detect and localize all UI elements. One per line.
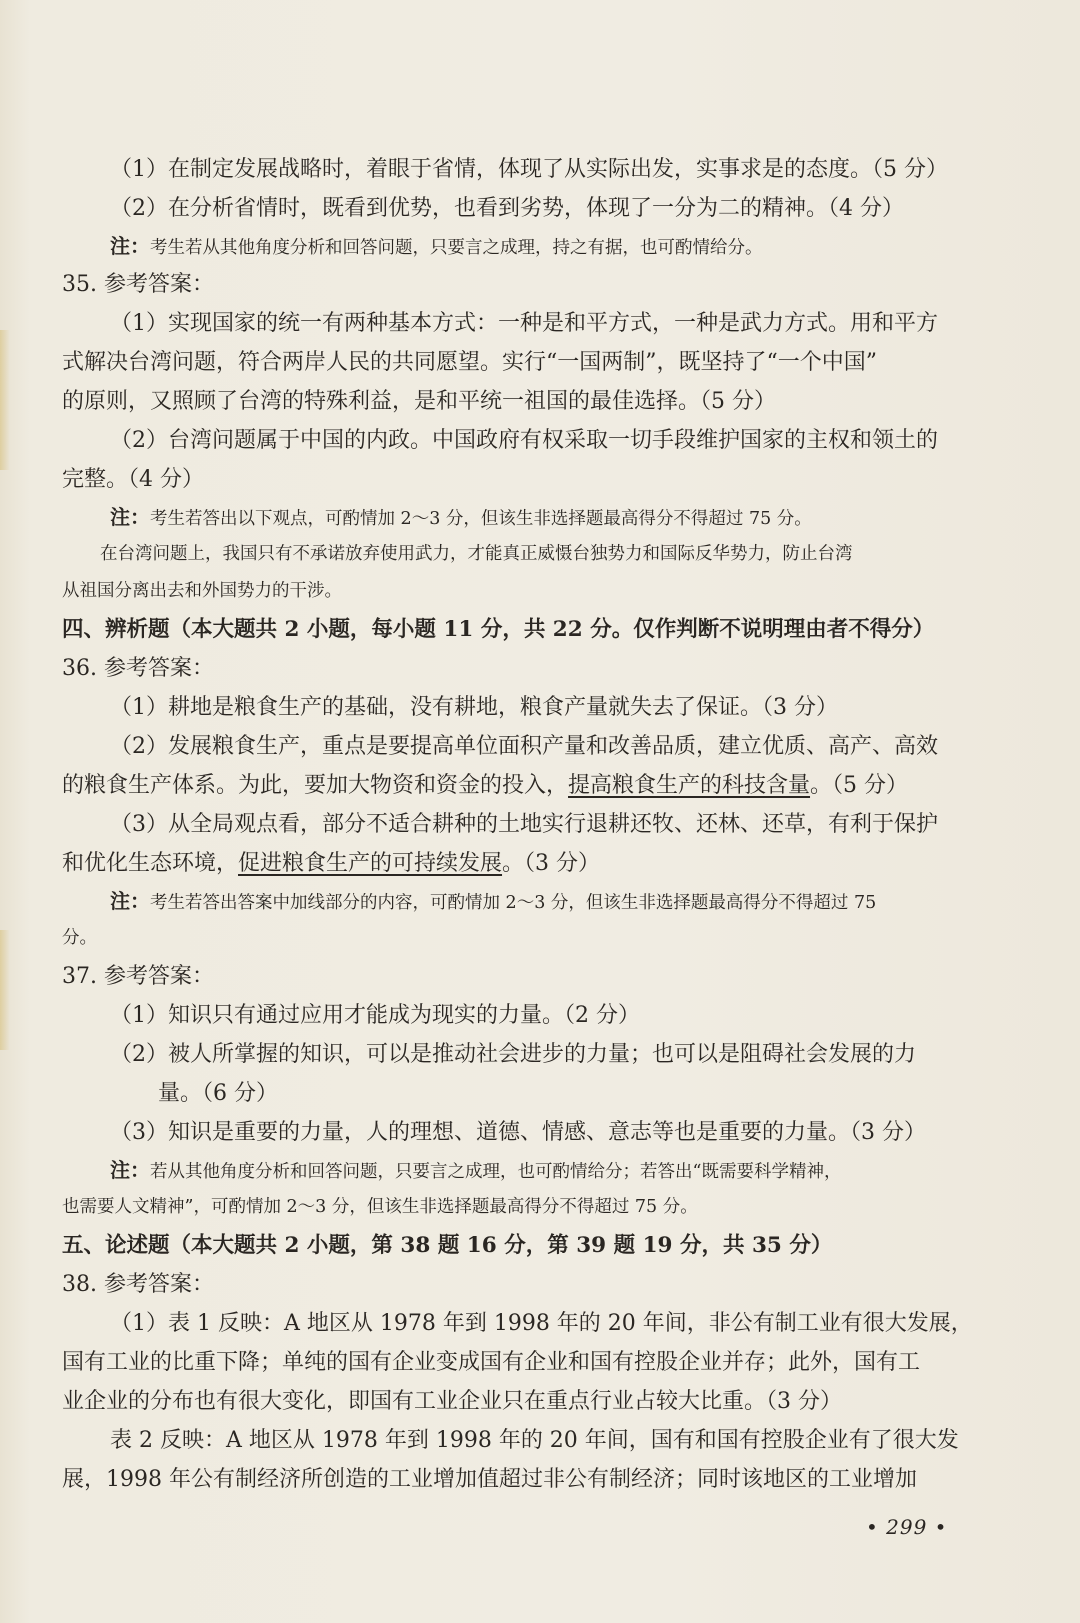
section-heading: 四、辨析题（本大题共 2 小题，每小题 11 分，共 22 分。仅作判断不说明理由者不得分） (62, 617, 935, 642)
text-line: 展，1998 年公有制经济所创造的工业增加值超过非公有制经济；同时该地区的工业增加 (62, 1467, 917, 1492)
text-line: （2）被人所掌握的知识，可以是推动社会进步的力量；也可以是阻碍社会发展的力 (110, 1042, 916, 1067)
note-label: 注： (110, 889, 150, 913)
page-number: • 299 • (866, 1515, 948, 1539)
note-label: 注： (110, 234, 150, 258)
question-heading: 37. 参考答案： (62, 964, 214, 989)
page-edge-stain (0, 330, 10, 470)
text-line: （2）发展粮食生产，重点是要提高单位面积产量和改善品质，建立优质、高产、高效 (110, 734, 938, 759)
text-line: （1）在制定发展战略时，着眼于省情，体现了从实际出发，实事求是的态度。（5 分） (110, 157, 948, 182)
text-line: 完整。（4 分） (62, 467, 204, 492)
text-line: 和优化生态环境，促进粮食生产的可持续发展。（3 分） (62, 851, 601, 876)
text-line: （1）耕地是粮食生产的基础，没有耕地，粮食产量就失去了保证。（3 分） (110, 695, 838, 720)
text-line: （3）从全局观点看，部分不适合耕种的土地实行退耕还牧、还林、还草，有利于保护 (110, 812, 938, 837)
page-edge-stain (0, 930, 10, 1050)
note-line: 从祖国分离出去和外国势力的干涉。 (62, 581, 342, 601)
answer-text (62, 150, 1002, 1499)
text-line: 的粮食生产体系。为此，要加大物资和资金的投入，提高粮食生产的科技含量。（5 分） (62, 773, 909, 798)
text-line: 的原则，又照顾了台湾的特殊利益，是和平统一祖国的最佳选择。（5 分） (62, 389, 776, 414)
underlined-key-phrase: 促进粮食生产的可持续发展 (238, 851, 503, 876)
question-heading: 38. 参考答案： (62, 1272, 214, 1297)
text-line: （1）表 1 反映：A 地区从 1978 年到 1998 年的 20 年间，非公有制工业有很大发展， (110, 1311, 973, 1336)
text-line: （3）知识是重要的力量，人的理想、道德、情感、意志等也是重要的力量。（3 分） (110, 1120, 926, 1145)
note-line: 在台湾问题上，我国只有不承诺放弃使用武力，才能真正威慑台独势力和国际反华势力，防止台湾 (100, 544, 853, 564)
section-heading: 五、论述题（本大题共 2 小题，第 38 题 16 分，第 39 题 19 分，共 35 分） (62, 1233, 833, 1258)
question-heading: 35. 参考答案： (62, 272, 214, 297)
note-line: 注：考生若从其他角度分析和回答问题，只要言之成理，持之有据，也可酌情给分。 (110, 234, 763, 258)
text-line: 量。（6 分） (158, 1081, 278, 1106)
text-line: 式解决台湾问题，符合两岸人民的共同愿望。实行“一国两制”，既坚持了“一个中国” (62, 350, 877, 375)
text-line: （1）知识只有通过应用才能成为现实的力量。（2 分） (110, 1003, 640, 1028)
text-line: 国有工业的比重下降；单纯的国有企业变成国有企业和国有控股企业并存；此外，国有工 (62, 1350, 921, 1375)
note-label: 注： (110, 505, 150, 529)
note-line: 注：考生若答出以下观点，可酌情加 2～3 分，但该生非选择题最高得分不得超过 75 分。 (110, 505, 812, 529)
text-line: （1）实现国家的统一有两种基本方式：一种是和平方式，一种是武力方式。用和平方 (110, 311, 938, 336)
note-line: 也需要人文精神”，可酌情加 2～3 分，但该生非选择题最高得分不得超过 75 分。 (62, 1197, 698, 1217)
note-label: 注： (110, 1158, 150, 1182)
question-heading: 36. 参考答案： (62, 656, 214, 681)
note-line: 注：考生若答出答案中加线部分的内容，可酌情加 2～3 分，但该生非选择题最高得分不得超过 75 (110, 889, 877, 913)
note-line: 注：若从其他角度分析和回答问题，只要言之成理，也可酌情给分；若答出“既需要科学精神， (110, 1158, 842, 1182)
underlined-key-phrase: 提高粮食生产的科技含量 (568, 773, 811, 798)
text-line: 业企业的分布也有很大变化，即国有工业企业只在重点行业占较大比重。（3 分） (62, 1389, 842, 1414)
text-line: （2）在分析省情时，既看到优势，也看到劣势，体现了一分为二的精神。（4 分） (110, 196, 904, 221)
note-line: 分。 (62, 928, 97, 948)
text-line: （2）台湾问题属于中国的内政。中国政府有权采取一切手段维护国家的主权和领土的 (110, 428, 938, 453)
text-line: 表 2 反映：A 地区从 1978 年到 1998 年的 20 年间，国有和国有控股企业有了很大发 (110, 1428, 959, 1453)
